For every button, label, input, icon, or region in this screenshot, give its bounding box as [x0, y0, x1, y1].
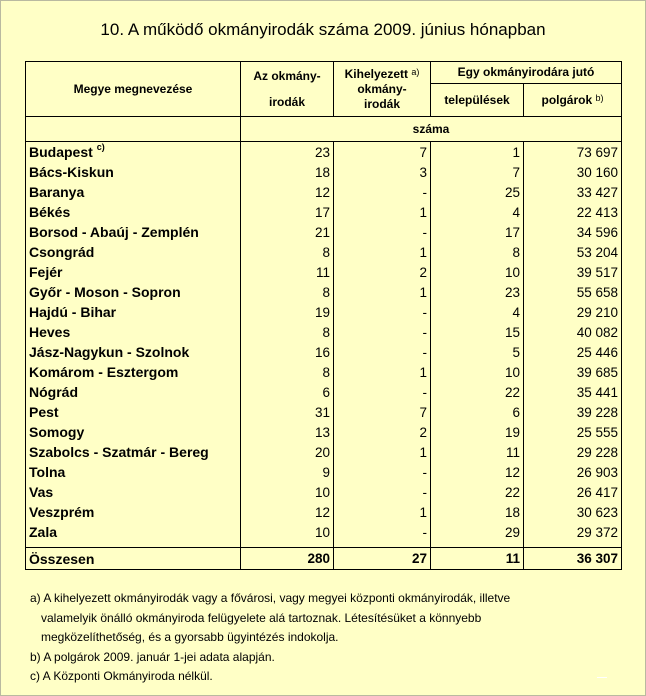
county-name: Fejér	[29, 264, 63, 280]
cell-irodak: 16	[241, 342, 334, 362]
county-name-cell	[26, 462, 241, 482]
cell-irodak: 9	[241, 462, 334, 482]
footnote-c: c) A Központi Okmányiroda nélkül.	[30, 669, 213, 683]
cell-polgarok: 33 427	[524, 182, 622, 202]
header-megye: Megye megnevezése	[26, 62, 241, 117]
footnotes	[30, 589, 590, 687]
table-row	[26, 342, 622, 362]
cell-polgarok: 30 160	[524, 162, 622, 182]
county-name-cell	[26, 382, 241, 402]
cell-telepulesek: 4	[431, 302, 524, 322]
cell-kihelyezett: 7	[334, 142, 431, 163]
county-name: Budapest	[29, 144, 93, 160]
header-empty	[26, 117, 241, 142]
table-row	[26, 262, 622, 282]
county-name: Nógrád	[29, 384, 78, 400]
header-kihelyezett-footnote: a)	[411, 66, 420, 77]
cell-telepulesek: 5	[431, 342, 524, 362]
cell-telepulesek: 4	[431, 202, 524, 222]
cell-polgarok: 29 228	[524, 442, 622, 462]
cell-irodak: 20	[241, 442, 334, 462]
cell-polgarok: 29 210	[524, 302, 622, 322]
header-telepulesek: települések	[431, 84, 524, 117]
footnote-b: b) A polgárok 2009. január 1-jei adata alapján.	[30, 649, 275, 664]
cell-telepulesek: 25	[431, 182, 524, 202]
county-name: Zala	[29, 524, 58, 540]
county-name-cell	[26, 222, 241, 242]
county-name: Szabolcs - Szatmár - Bereg	[29, 444, 209, 460]
county-name-cell	[26, 302, 241, 322]
cell-kihelyezett: -	[334, 482, 431, 502]
cell-telepulesek: 10	[431, 362, 524, 382]
cell-irodak: 6	[241, 382, 334, 402]
cell-polgarok: 34 596	[524, 222, 622, 242]
table-row	[26, 182, 622, 202]
cell-polgarok: 22 413	[524, 202, 622, 222]
table-row	[26, 382, 622, 402]
header-okmanyirodak-line1: Az okmány-	[253, 69, 321, 83]
header-kihelyezett-line3: irodák	[363, 96, 400, 111]
county-name: Vas	[29, 484, 54, 500]
table-row	[26, 482, 622, 502]
cell-irodak: 23	[241, 142, 334, 163]
total-polgarok: 36 307	[524, 548, 622, 570]
county-name: Hajdú - Bihar	[29, 304, 117, 320]
cell-telepulesek: 6	[431, 402, 524, 422]
table-row	[26, 202, 622, 222]
county-name-cell	[26, 342, 241, 362]
cell-telepulesek: 1	[431, 142, 524, 163]
table-row	[26, 142, 622, 163]
table-row	[26, 222, 622, 242]
table-row	[26, 462, 622, 482]
table-row	[26, 322, 622, 342]
footnote-a-line2: valamelyik önálló okmányiroda felügyelete alá tartoznak. Létesítésüket a könnyebb	[41, 610, 482, 625]
cell-polgarok: 39 517	[524, 262, 622, 282]
cell-kihelyezett: 1	[334, 202, 431, 222]
cell-kihelyezett: -	[334, 342, 431, 362]
county-name-cell	[26, 442, 241, 462]
table-row	[26, 502, 622, 522]
county-name-cell	[26, 262, 241, 282]
cell-polgarok: 53 204	[524, 242, 622, 262]
cell-kihelyezett: 1	[334, 282, 431, 302]
county-footnote: c)	[96, 142, 105, 152]
cell-kihelyezett: 3	[334, 162, 431, 182]
county-name: Bács-Kiskun	[29, 164, 114, 180]
header-kihelyezett-label: Kihelyezett	[344, 66, 408, 81]
table-row	[26, 362, 622, 382]
cell-polgarok: 39 228	[524, 402, 622, 422]
cell-polgarok: 26 417	[524, 482, 622, 502]
cell-polgarok: 55 658	[524, 282, 622, 302]
table-row	[26, 282, 622, 302]
cell-kihelyezett: -	[334, 522, 431, 542]
county-name-cell	[26, 502, 241, 522]
header-kihelyezett-line1	[334, 67, 430, 82]
county-name: Pest	[29, 404, 59, 420]
table-row	[26, 522, 622, 542]
header-egy-okmanyirodara-juto: Egy okmányirodára jutó	[431, 62, 622, 84]
table-row	[26, 242, 622, 262]
cell-irodak: 10	[241, 482, 334, 502]
county-name: Borsod - Abaúj - Zemplén	[29, 224, 199, 240]
cell-kihelyezett: -	[334, 182, 431, 202]
cell-irodak: 13	[241, 422, 334, 442]
cell-telepulesek: 11	[431, 442, 524, 462]
decorative-dash	[597, 677, 607, 678]
header-polgarok-footnote: b)	[595, 92, 604, 103]
county-name-cell	[26, 322, 241, 342]
cell-telepulesek: 19	[431, 422, 524, 442]
cell-kihelyezett: -	[334, 222, 431, 242]
cell-irodak: 12	[241, 182, 334, 202]
county-name-cell	[26, 162, 241, 182]
cell-polgarok: 40 082	[524, 322, 622, 342]
county-name: Komárom - Esztergom	[29, 364, 179, 380]
county-name: Veszprém	[29, 504, 95, 520]
table-row	[26, 162, 622, 182]
cell-kihelyezett: -	[334, 302, 431, 322]
cell-polgarok: 25 446	[524, 342, 622, 362]
county-name: Békés	[29, 204, 71, 220]
table-row	[26, 402, 622, 422]
header-okmanyirodak	[241, 62, 334, 117]
cell-telepulesek: 22	[431, 482, 524, 502]
footnote-a-line3: megközelíthetőség, és a gyorsabb ügyintézés indokolja.	[41, 630, 339, 644]
cell-telepulesek: 10	[431, 262, 524, 282]
county-name: Baranya	[29, 184, 85, 200]
cell-irodak: 8	[241, 362, 334, 382]
county-name: Jász-Nagykun - Szolnok	[29, 344, 190, 360]
cell-kihelyezett: 1	[334, 442, 431, 462]
cell-irodak: 31	[241, 402, 334, 422]
header-kihelyezett	[334, 62, 431, 117]
cell-polgarok: 25 555	[524, 422, 622, 442]
total-irodak: 280	[241, 548, 334, 570]
county-name: Tolna	[29, 464, 66, 480]
table-row	[26, 302, 622, 322]
county-name-cell	[26, 142, 241, 163]
county-name-cell	[26, 422, 241, 442]
county-name-cell	[26, 242, 241, 262]
cell-telepulesek: 7	[431, 162, 524, 182]
table-row	[26, 422, 622, 442]
header-okmanyirodak-line2: irodák	[268, 95, 305, 109]
cell-polgarok: 73 697	[524, 142, 622, 163]
cell-polgarok: 29 372	[524, 522, 622, 542]
total-telepulesek: 11	[431, 548, 524, 570]
cell-telepulesek: 8	[431, 242, 524, 262]
cell-irodak: 10	[241, 522, 334, 542]
total-kihelyezett: 27	[334, 548, 431, 570]
cell-kihelyezett: 2	[334, 262, 431, 282]
cell-polgarok: 35 441	[524, 382, 622, 402]
table-row	[26, 442, 622, 462]
cell-kihelyezett: 1	[334, 502, 431, 522]
cell-irodak: 17	[241, 202, 334, 222]
cell-telepulesek: 29	[431, 522, 524, 542]
cell-telepulesek: 23	[431, 282, 524, 302]
county-name: Somogy	[29, 424, 85, 440]
header-szama: száma	[241, 117, 622, 142]
data-table	[25, 61, 622, 570]
cell-irodak: 12	[241, 502, 334, 522]
cell-kihelyezett: 2	[334, 422, 431, 442]
header-polgarok	[524, 84, 622, 117]
cell-irodak: 21	[241, 222, 334, 242]
cell-telepulesek: 15	[431, 322, 524, 342]
cell-telepulesek: 18	[431, 502, 524, 522]
county-name-cell	[26, 202, 241, 222]
table-body	[26, 142, 622, 570]
county-name-cell	[26, 402, 241, 422]
cell-telepulesek: 12	[431, 462, 524, 482]
cell-irodak: 8	[241, 282, 334, 302]
county-name: Csongrád	[29, 244, 95, 260]
cell-kihelyezett: 1	[334, 362, 431, 382]
cell-kihelyezett: 7	[334, 402, 431, 422]
cell-polgarok: 30 623	[524, 502, 622, 522]
county-name-cell	[26, 282, 241, 302]
cell-irodak: 19	[241, 302, 334, 322]
footnote-a-line1: a) A kihelyezett okmányirodák vagy a fővárosi, vagy megyei központi okmányirodák, illetve	[30, 591, 511, 605]
page-title: 10. A működő okmányirodák száma 2009. június hónapban	[100, 20, 546, 39]
cell-kihelyezett: -	[334, 462, 431, 482]
cell-irodak: 8	[241, 322, 334, 342]
county-name: Heves	[29, 324, 71, 340]
cell-telepulesek: 22	[431, 382, 524, 402]
cell-kihelyezett: 1	[334, 242, 431, 262]
cell-telepulesek: 17	[431, 222, 524, 242]
cell-irodak: 11	[241, 262, 334, 282]
cell-irodak: 18	[241, 162, 334, 182]
cell-kihelyezett: -	[334, 322, 431, 342]
header-kihelyezett-line2: okmány-	[357, 81, 407, 96]
cell-polgarok: 39 685	[524, 362, 622, 382]
county-name-cell	[26, 182, 241, 202]
cell-kihelyezett: -	[334, 382, 431, 402]
total-row	[26, 548, 622, 570]
cell-polgarok: 26 903	[524, 462, 622, 482]
county-name: Győr - Moson - Sopron	[29, 284, 181, 300]
county-name-cell	[26, 522, 241, 542]
total-label: Összesen	[26, 548, 241, 570]
cell-irodak: 8	[241, 242, 334, 262]
county-name-cell	[26, 482, 241, 502]
header-polgarok-label: polgárok	[541, 92, 593, 107]
county-name-cell	[26, 362, 241, 382]
